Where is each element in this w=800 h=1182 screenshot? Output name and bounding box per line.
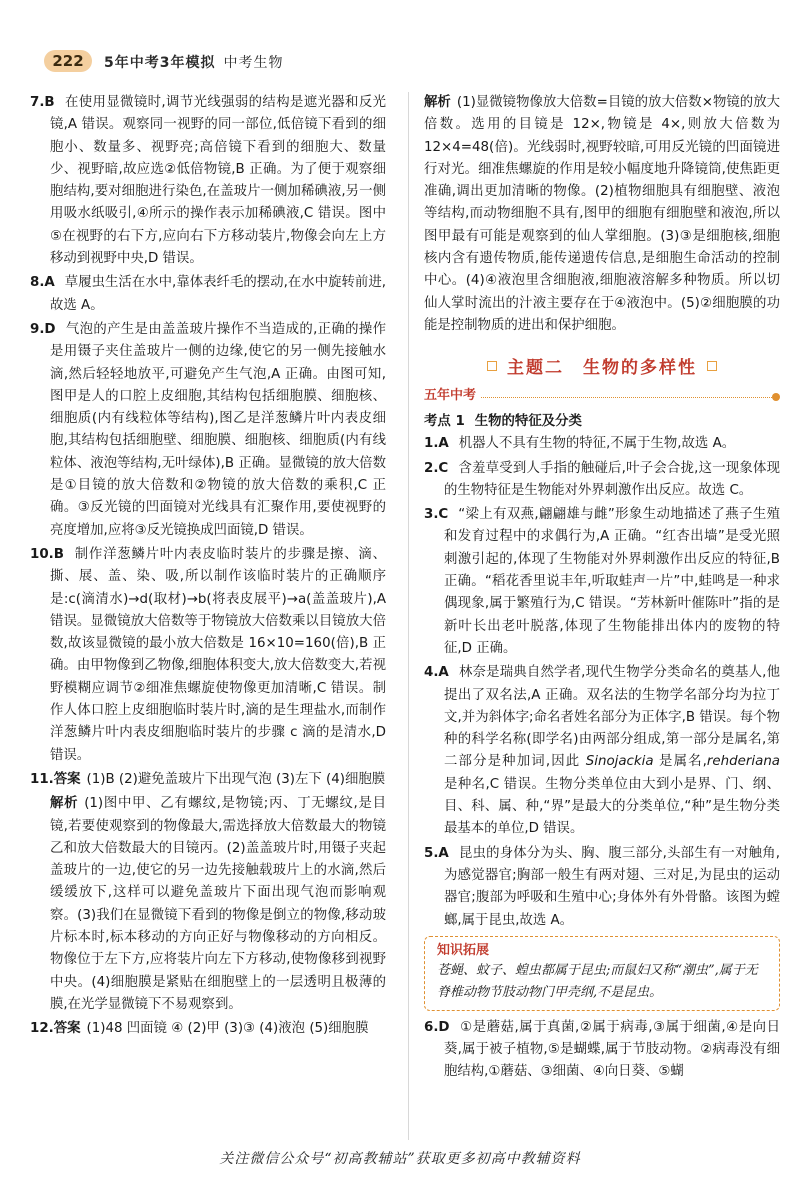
answer-label: 答案 [53,771,81,787]
question-text-b: 是属名, [653,754,707,770]
section-bar [424,384,780,406]
exam-point-label: 考点 1 [424,414,465,430]
question-number: 11. [30,771,54,787]
question-text: “梁上有双燕,翩翩雄与雌”形象生动地描述了燕子生殖和发育过程中的求偶行为,A 正确。“红杏出墙”是受光照刺激引起的,体现了生物能对外界刺激作出反应的特征,B 正确。“稻花香里说丰年,听取蛙声一片”中,蛙鸣是一种求偶现象,属于繁殖行为,C 错误。“芳林新叶催陈叶”指的是新叶长出老叶脱落,体现了生物能排出体内的废物的特征,D 正确。 [444,507,780,656]
exam-point-heading [424,410,780,429]
question-number: 1.A [424,436,449,452]
explanation-text: (1)图中甲、乙有螺纹,是物镜;丙、丁无螺纹,是目镜,若要使观察到的物像最大,需选择放大倍数最大的物镜乙和放大倍数最大的目镜丙。(2)盖盖玻片时,用镊子夹起盖玻片的一边,使它的另一边先接触载玻片上的水滴,然后缓缓放下,这样可以避免盖玻片下面出现气泡而影响观察。(3)我们在显微镜下看到的物像是倒立的物像,移动玻片标本时,标本移动的方向正好与物像移动的方向相反。物像位于左下方,应将装片向左下方移动,使物像移到视野中央。(4)细胞膜是紧贴在细胞壁上的一层透明且极薄的膜,在光学显微镜下不易观察到。 [50,796,386,1012]
question-7 [30,92,386,270]
question-number: 4.A [424,665,449,681]
genus-name: Sinojackia [585,754,654,770]
explanation-label: 解析 [50,796,79,812]
question-12-answer [30,1018,386,1040]
question-10 [30,544,386,767]
book-title-main: 5年中考3年模拟 [104,55,216,71]
page-footer: 关注微信公众号“初高教辅站”获取更多初高中教辅资料 [219,1151,581,1167]
column-divider [408,92,409,1140]
left-column [30,92,386,1042]
answer-text: (1)48 凹面镜 ④ (2)甲 (3)③ (4)液泡 (5)细胞膜 [86,1021,369,1037]
question-number: 12. [30,1021,54,1037]
question-4 [424,662,780,840]
question-number: 10.B [30,546,64,562]
question-number: 6.D [424,1019,450,1035]
topic-title [424,353,780,378]
page-header [0,44,800,80]
explanation-text: (1)显微镜物像放大倍数=目镜的放大倍数×物镜的放大倍数。选用的目镜是 12×,物镜是 4×,则放大倍数为 12×4=48(倍)。光线弱时,视野较暗,可用反光镜的凹面镜进行对光。细准焦螺旋的作用是较小幅度地升降镜筒,使焦距更准确,调出更加清晰的物像。(2)植物细胞具有细胞壁、液泡等结构,而动物细胞不具有,图甲的细胞有细胞壁和液泡,所以图甲最有可能是观察到的仙人掌细胞。(3)③是细胞核,细胞核内含有遗传物质,能传递遗传信息,是细胞生命活动的控制中心。(4)④液泡里含细胞液,细胞液溶解多种物质。所以切仙人掌时流出的汁液主要存在于④液泡中。(5)②细胞膜的功能是控制物质的进出和保护细胞。 [424,95,781,333]
question-text: 草履虫生活在水中,靠体表纤毛的摆动,在水中旋转前进,故选 A。 [50,275,386,313]
book-title [104,52,283,72]
question-number: 5.A [424,845,449,861]
exam-point-title: 生物的特征及分类 [474,414,582,430]
question-number: 8.A [30,275,55,291]
question-text: 昆虫的身体分为头、胸、腹三部分,头部生有一对触角,为感觉器官;胸部一般生有两对翅、三对足,为昆虫的运动器官;腹部为呼吸和生殖中心;身体外有外骨骼。该图为螳螂,属于昆虫,故选 A。 [444,845,780,928]
question-5 [424,843,780,932]
question-2 [424,458,780,503]
square-icon [707,361,717,371]
question-text: ①是蘑菇,属于真菌,②属于病毒,③属于细菌,④是向日葵,属于被子植物,⑤是蝴蝶,属于节肢动物。②病毒没有细胞结构,①蘑菇、③细菌、④向日葵、⑤蝴 [444,1019,780,1080]
question-number: 7.B [30,95,55,110]
question-text: 机器人不具有生物的特征,不属于生物,故选 A。 [458,436,736,452]
right-column [424,92,780,1086]
explanation-label: 解析 [424,95,451,110]
question-8 [30,272,386,317]
question-text: 含羞草受到人手指的触碰后,叶子会合拢,这一现象体现的生物特征是生物能对外界刺激作出反应。故选 C。 [444,460,780,498]
answer-text: (1)B (2)避免盖玻片下出现气泡 (3)左下 (4)细胞膜 [86,771,386,787]
box-title: 知识拓展 [437,942,490,958]
question-3 [424,504,780,660]
question-text-a: 林奈是瑞典自然学者,现代生物学分类命名的奠基人,他提出了双名法,A 正确。双名法的生物学名部分均为拉丁文,并为斜体字;命名者姓名部分为正体字,B 错误。每个物种的科学名称(即学名)由两部分组成,第一部分是属名,第二部分是种加词,因此 [444,665,780,770]
question-text: 气泡的产生是由盖盖玻片操作不当造成的,正确的操作是用镊子夹住盖玻片一侧的边缘,使它的另一侧先接触水滴,然后轻轻地放平,可避免产生气泡,A 正确。由图可知,图甲是人的口腔上皮细胞,其结构包括细胞膜、细胞核、细胞质(内有线粒体等结构),图乙是洋葱鳞片叶内表皮细胞,其结构包括细胞壁、细胞膜、细胞核、细胞质(内有线粒体、液泡等结构,无叶绿体),B 正确。显微镜的放大倍数是①目镜的放大倍数和②物镜的放大倍数的乘积,C 正确。③反光镜的凹面镜对光线具有汇聚作用,要使视野的亮度增加,应将③反光镜换成凹面镜,D 错误。 [50,321,386,538]
question-9 [30,319,386,542]
question-text: 在使用显微镜时,调节光线强弱的结构是遮光器和反光镜,A 错误。观察同一视野的同一部位,低倍镜下看到的细胞小、数量多、视野亮;高倍镜下看到的细胞大、数量少、视野暗,故应选②低倍物镜,B 正确。为了便于观察细胞结构,要对细胞进行染色,在盖玻片一侧加稀碘液,另一侧用吸水纸吸引,④所示的操作表示加稀碘液,C 错误。图中⑤在视野的右下方,应向右下方移动装片,物像会向左上方移动到视野中央,D 错误。 [50,95,386,267]
answer-label: 答案 [53,1021,81,1037]
question-text: 制作洋葱鳞片叶内表皮临时装片的步骤是擦、滴、撕、展、盖、染、吸,所以制作该临时装片的正确顺序是:c(滴清水)→d(取材)→b(将表皮展平)→a(盖盖玻片),A 错误。显微镜放大倍数等于物镜放大倍数乘以目镜放大倍数,故该显微镜的最小放大倍数是 16×10=160(倍),B 正确。由甲物像到乙物像,细胞体积变大,放大倍数变大,若视野模糊应调节②细准焦螺旋使物像更加清晰,C 错误。制作人体口腔上皮细胞临时装片时,滴的是生理盐水,而制作洋葱鳞片叶内表皮细胞临时装片的步骤 c 滴的是清水,D 错误。 [50,546,386,763]
species-epithet: rehderiana [706,754,781,770]
topic-title-text: 主题二 生物的多样性 [507,358,697,379]
section-label: 五年中考 [424,388,480,403]
dot-icon [772,393,780,401]
question-11-explanation [30,793,386,1016]
question-number: 3.C [424,507,449,523]
knowledge-extension-box [424,936,780,1011]
question-text-c: 是种名,C 错误。生物分类单位由大到小是界、门、纲、目、科、属、种,“界”是最大的分类单位,“种”是生物分类最基本的单位,D 错误。 [444,776,780,837]
square-icon [487,361,497,371]
question-11-answer [30,769,386,791]
question-6 [424,1017,780,1084]
question-number: 9.D [30,321,56,337]
box-text: 苍蝇、蚊子、蝗虫都属于昆虫;而鼠妇又称“潮虫”,属于无脊椎动物节肢动物门甲壳纲,不是昆虫。 [437,962,758,1000]
page-number: 222 [44,50,92,72]
question-1 [424,433,780,455]
question-number: 2.C [424,460,449,476]
question-12-explanation [424,92,780,337]
book-subtitle: 中考生物 [223,55,284,71]
